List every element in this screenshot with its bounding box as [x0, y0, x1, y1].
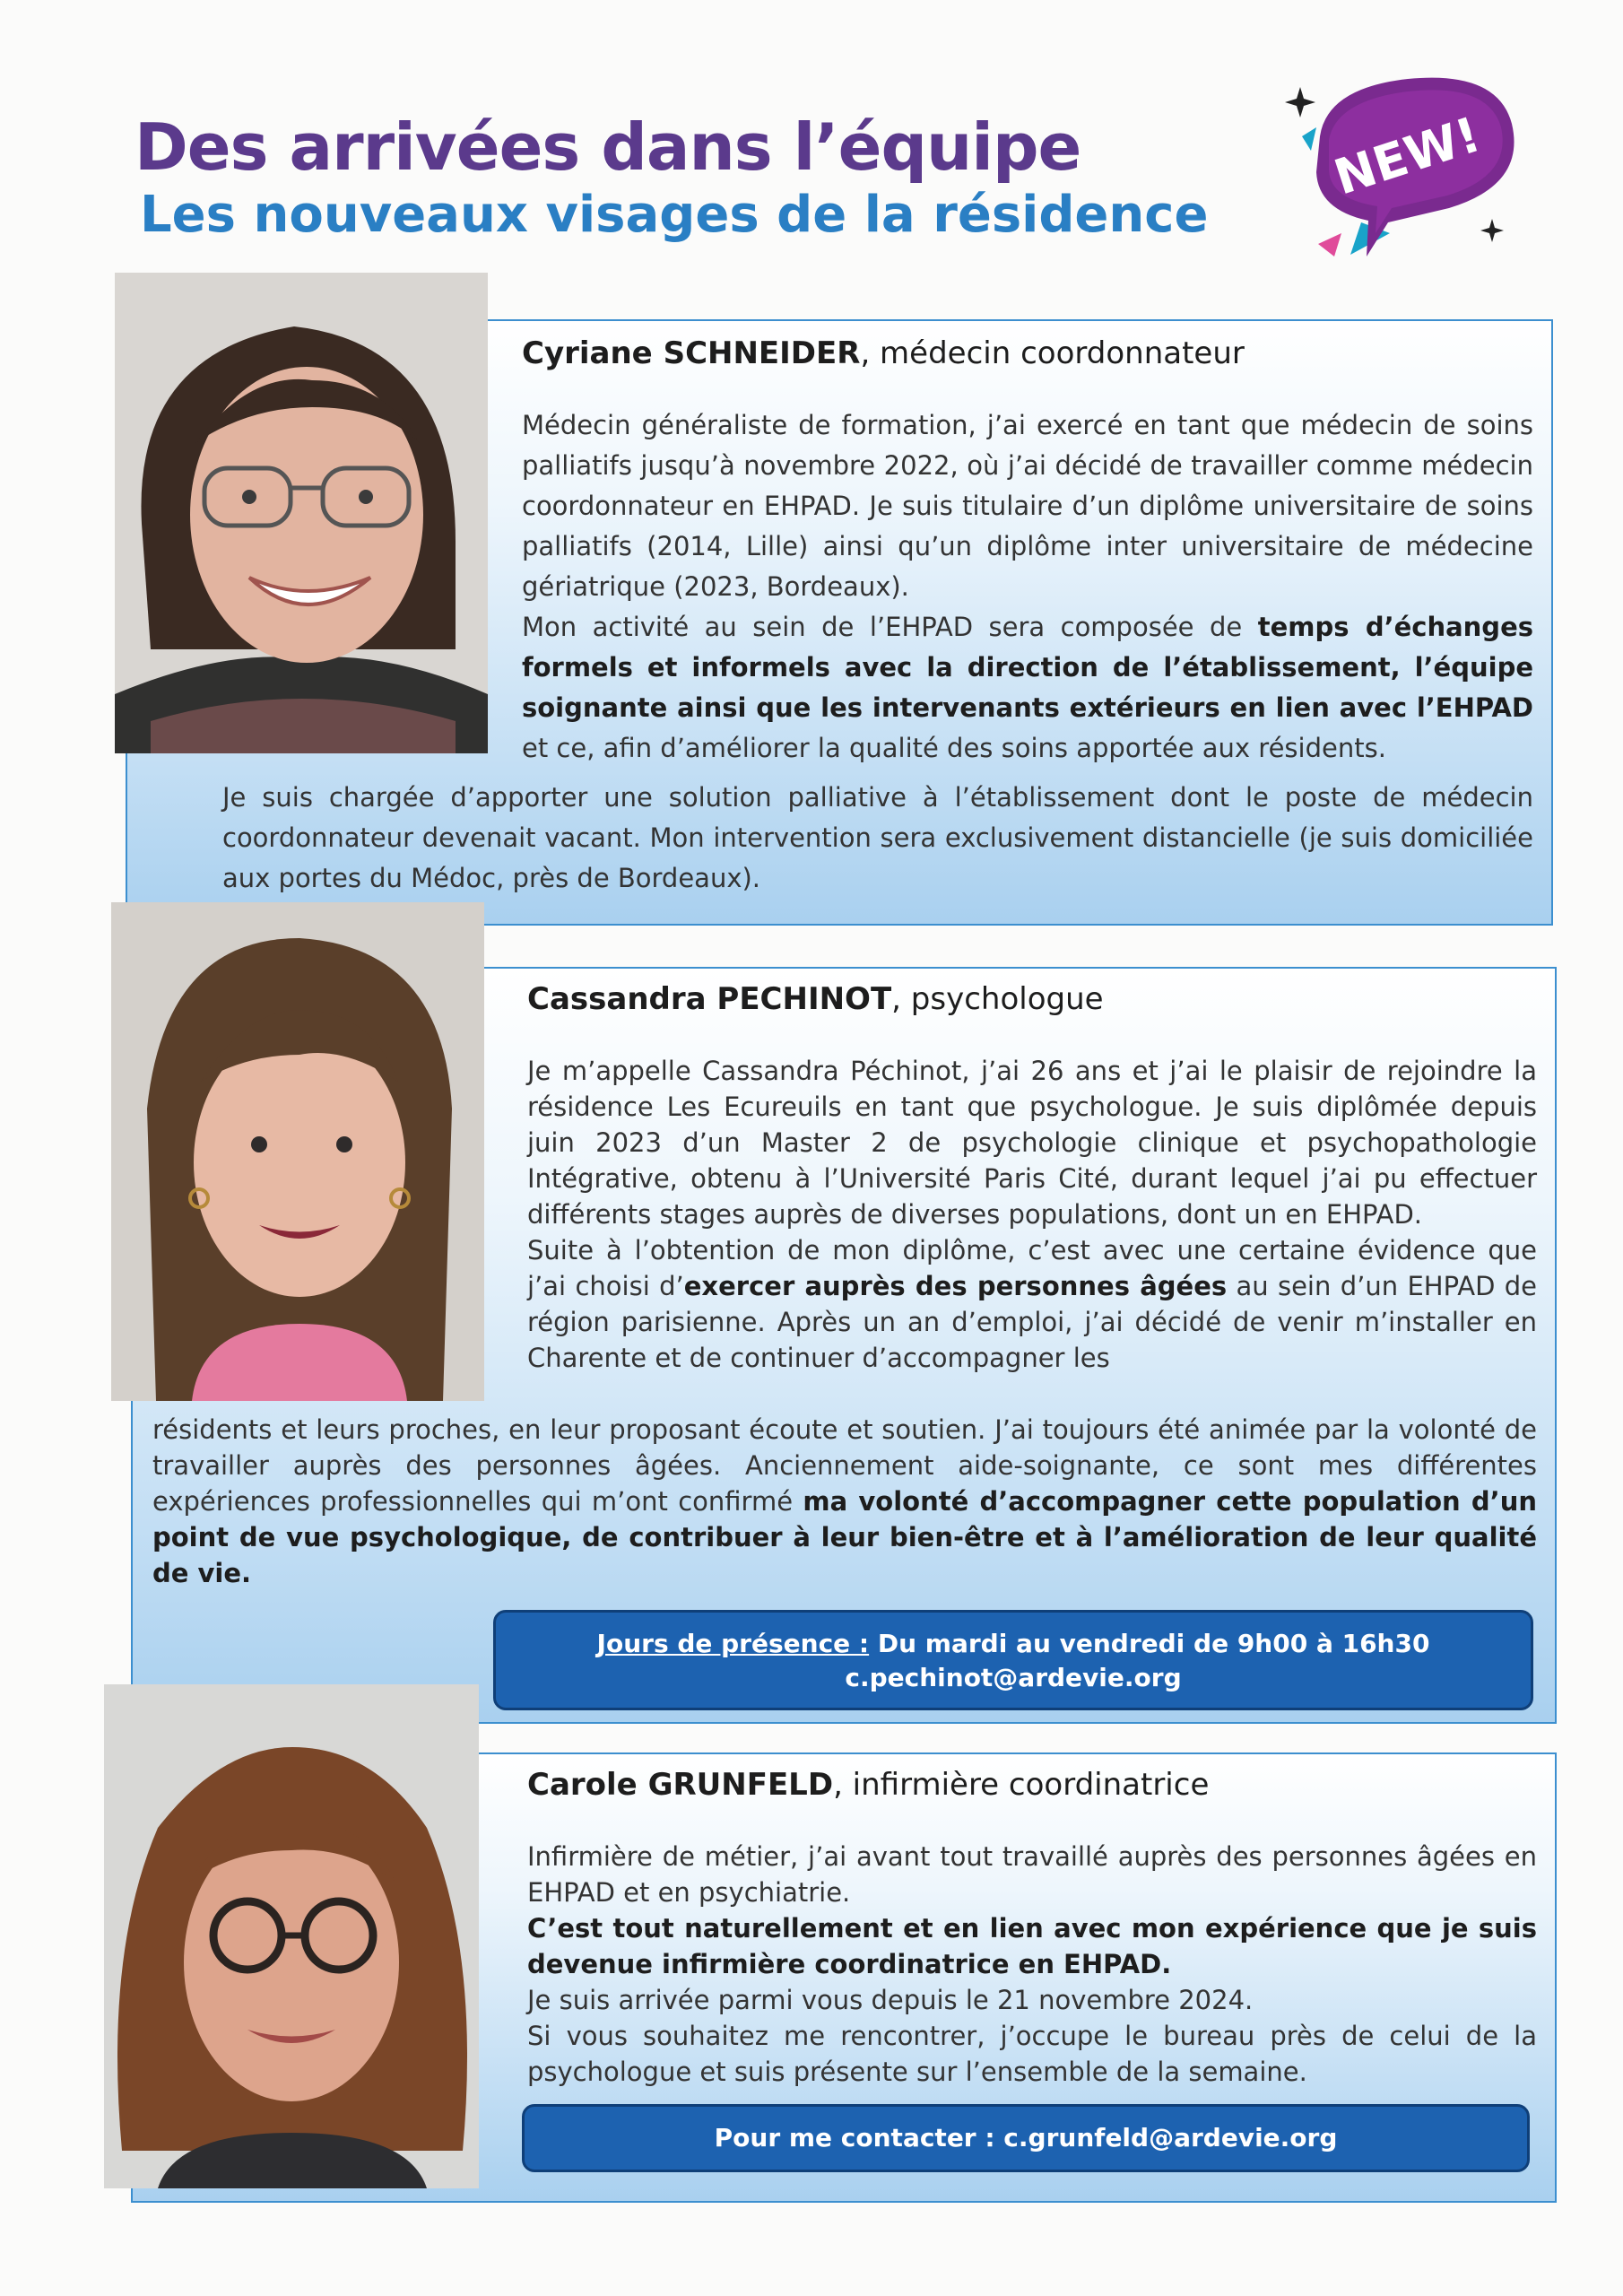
text-run: Mon activité au sein de l’EHPAD sera composée de — [522, 612, 1258, 642]
role-text: , médecin coordonnateur — [860, 335, 1245, 371]
profile-mission-schneider: Je suis chargée d’apporter une solution palliative à l’établissement dont le poste de médecin coordonnateur devenait vacant. Mon intervention sera exclusivement distancielle (je suis domiciliée aux portes du Médoc, près de Bordeaux). — [222, 782, 1533, 893]
text-run: et ce, afin d’améliorer la qualité des soins apportée aux résidents. — [522, 733, 1386, 763]
sparkle-icon — [1285, 87, 1315, 117]
text-run: au sein d’un EHPAD de région parisienne. Après un an d’emploi, j’ai décidé de venir m’installer en Charente et de continuer d’accompagner les — [527, 1271, 1537, 1373]
email-link[interactable]: c.pechinot@ardevie.org — [845, 1663, 1182, 1692]
text-run: Suite à l’obtention de mon diplôme, c’est avec une certaine évidence que j’ai choisi d’ — [527, 1235, 1537, 1301]
text-run: résidents et leurs proches, en leur proposant écoute et soutien. J’ai toujours été animée par la volonté de travailler auprès des personnes âgées. Anciennement aide-soignante, ce sont mes différentes expériences professionnelles qui m’ont confirmé — [152, 1414, 1537, 1517]
presence-label: Jours de présence : — [596, 1629, 870, 1658]
new-badge — [1273, 65, 1542, 271]
name-text: Cyriane SCHNEIDER — [522, 335, 861, 371]
paragraph-text-2 — [527, 1232, 1537, 1376]
portrait-photo-schneider — [115, 273, 488, 753]
bold-run: ma volonté d’accompagner cette population d’un point de vue psychologique, de contribuer à leur bien-être et à l’amélioration de leur qualité de vie. — [152, 1486, 1537, 1588]
bold-run: temps d’échanges formels et informels avec la direction de l’établissement, l’équipe soignante ainsi que les intervenants extérieurs en lien avec l’EHPAD — [522, 612, 1533, 723]
profile-bio-grunfeld — [527, 1839, 1537, 2090]
profile-intro-pechinot — [527, 1053, 1537, 1376]
presence-value: Du mardi au vendredi de 9h00 à 16h30 — [869, 1629, 1430, 1658]
paragraph-text-3: Je suis arrivée parmi vous depuis le 21 novembre 2024. — [527, 1985, 1254, 2015]
paragraph-text: Je m’appelle Cassandra Péchinot, j’ai 26 ans et j’ai le plaisir de rejoindre la résidence Les Ecureuils en tant que psychologue. Je suis diplômée depuis juin 2023 d’un Master 2 de psychologie clinique et psychopathologie Intégrative, obtenu à l’Université Paris Cité, durant lequel j’ai pu effectuer différents stages auprès de diverses populations, dont un en EHPAD. — [527, 1056, 1537, 1230]
profile-name-schneider — [522, 335, 1245, 372]
paragraph-text-2 — [522, 607, 1533, 769]
name-text: Carole GRUNFELD — [527, 1767, 834, 1803]
presence-banner — [493, 1610, 1533, 1710]
page-subtitle: Les nouveaux visages de la résidence — [140, 186, 1209, 244]
name-text: Cassandra PECHINOT — [527, 981, 892, 1017]
page-title: Des arrivées dans l’équipe — [135, 109, 1081, 185]
profile-intro-schneider — [522, 405, 1533, 769]
bold-run: exercer auprès des personnes âgées — [683, 1271, 1228, 1301]
role-text: , psychologue — [891, 981, 1104, 1017]
contact-banner[interactable]: Pour me contacter : c.grunfeld@ardevie.org — [522, 2104, 1530, 2172]
profile-name-pechinot — [527, 981, 1104, 1018]
profile-motivation-pechinot — [152, 1412, 1537, 1591]
paragraph-text: Médecin généraliste de formation, j’ai exercé en tant que médecin de soins palliatifs jusqu’à novembre 2022, où j’ai décidé de travailler comme médecin coordonnateur en EHPAD. Je suis titulaire d’un diplôme universitaire de soins palliatifs (2014, Lille) ainsi qu’un diplôme inter universitaire de médecine gériatrique (2023, Bordeaux). — [522, 410, 1533, 602]
presence-line — [496, 1627, 1531, 1661]
paragraph-text-4: Si vous souhaitez me rencontrer, j’occupe le bureau près de celui de la psychologue et suis présente sur l’ensemble de la semaine. — [527, 2021, 1537, 2087]
role-text: , infirmière coordinatrice — [833, 1767, 1210, 1803]
profile-name-grunfeld — [527, 1767, 1209, 1804]
new-badge-label: NEW! — [1327, 106, 1488, 206]
paragraph-text: Infirmière de métier, j’ai avant tout travaillé auprès des personnes âgées en EHPAD et en psychiatrie. — [527, 1841, 1537, 1908]
bold-paragraph: C’est tout naturellement et en lien avec mon expérience que je suis devenue infirmière coordinatrice en EHPAD. — [527, 1913, 1537, 1979]
portrait-photo-pechinot — [111, 902, 484, 1401]
portrait-photo-grunfeld — [104, 1684, 479, 2188]
